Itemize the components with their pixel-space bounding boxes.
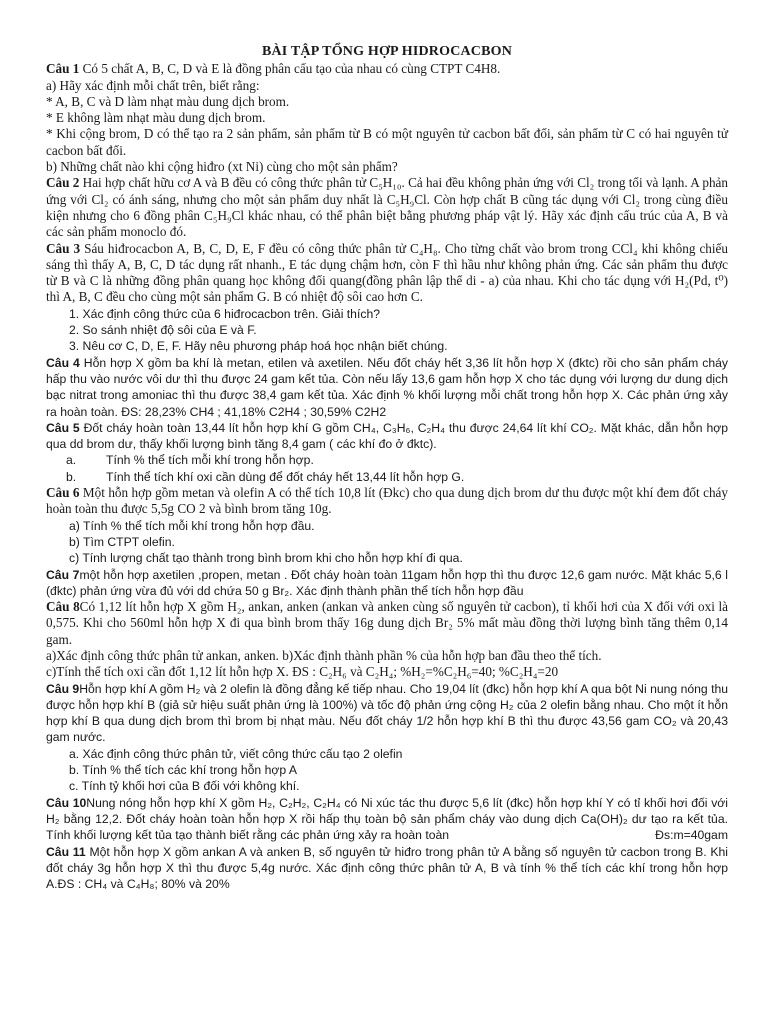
question-number: Câu 4 [46,355,80,370]
question-number: Câu 11 [46,844,86,859]
question-paragraph [46,567,728,600]
question-text: Có 5 chất A, B, C, D và E là đồng phân cấu tạo của nhau có cùng CTPT C4H8. [79,61,501,77]
question-number: Câu 7 [46,567,80,582]
question-text: b. Tính % thể tích các khí trong hỗn hợp A [69,763,297,778]
answer-tag: Đs:m=40gam [655,828,728,843]
question-paragraph [46,795,728,844]
question-text: Hỗn hợp X gồm ba khí là metan, etilen và axetilen. Nếu đốt cháy hết 3,36 lít hỗn hợp X (đktc) rồi cho sản phẩm cháy hấp thu vào nước vôi dư thì thu được 24 gam kết tủa. Còn nếu lấy 13,6 gam hỗn hợp X cho tác dụng với lượng dư dung dịch bạc nitrat trong amoniac thì thu được 38,4 gam kết tủa. Xác định % khối lượng mỗi chất trong hỗn hợp X. Các phản ứng xảy ra hoàn toàn. ĐS: 28,23% CH4 ; 41,18% C2H4 ; 30,59% C2H2 [46,355,728,419]
question-text: * Khi cộng brom, D có thể tạo ra 2 sản phẩm, sản phẩm từ B có một nguyên tử cacbon bất đối, sản phẩm từ C có hai nguyên tử cacbon bất đối. [46,126,728,158]
text-line [46,778,728,794]
question-paragraph [46,175,728,240]
question-text: Nung nóng hỗn hợp khí X gồm H₂, C₂H₂, C₂H₄ có Ni xúc tác thu được 5,6 lít (đkc) hỗn hợp khí Y có tỉ khối hơi đối với H₂ bằng 12,2. Đốt cháy hoàn toàn hỗn hợp X rồi hấp thụ toàn bộ sản phẩm cháy vào dung dịch Ca(OH)₂ dư tạo ra kết tủa. Tính khối lượng kết tủa tạo thành biết rằng các phản ứng xảy ra hoàn toàn [46,795,728,843]
text-line [46,550,728,566]
item-label: b. [66,469,77,484]
document-title: BÀI TẬP TỔNG HỢP HIDROCACBON [261,44,513,59]
question-text: * A, B, C và D làm nhạt màu dung dịch brom. [46,93,290,109]
question-text: c. Tính tỷ khối hơi của B đối với không khí. [69,779,300,794]
text-line [46,306,728,322]
question-text: a)Xác định công thức phân tử ankan, anken. b)Xác định thành phần % của hỗn hợp ban đầu theo thể tích. [46,647,602,663]
text-line [46,534,728,550]
text-line [46,338,728,354]
question-paragraph [46,599,728,648]
question-number: Câu 8 [46,599,80,615]
question-paragraph [46,485,728,518]
question-text: a. Xác định công thức phân tử, viết công thức cấu tạo 2 olefin [69,746,403,761]
question-text: Một hỗn hợp X gồm ankan A và anken B, số nguyên tử hiđro trong phân tử A bằng số nguyên tử cacbon trong B. Khi đốt cháy 3g hỗn hợp X thì thu được 5,4g nước. Xác định công thức phân tử A, B và tính % thể tích các khí trong hỗn hợp A.ĐS : CH₄ và C₄H₈; 80% và 20% [46,844,728,892]
question-text: 2. So sánh nhiệt độ sôi của E và F. [69,323,257,338]
question-text: Sáu hiđrocacbon A, B, C, D, E, F đều có công thức phân tử C₄H₈. Cho từng chất vào brom trong CCl₄ khi không chiếu sáng thì thấy A, B, C, D tác dụng rất nhanh., E tác dụng chậm hơn, còn F thì hầu như không phản ứng. Các sản phẩm thu được từ B và C là những đồng phân quang học không đối quang(đồng phân lập thể di - a) của nhau. Khi cho tác dụng với H₂(Pd, t⁰) thì A, B, C đều cho cùng một sản phẩm G. B có nhiệt độ sôi cao hơn C. [46,240,728,305]
question-number: Câu 2 [46,175,80,191]
question-paragraph [46,241,728,306]
text-line [46,452,728,468]
question-text: một hỗn hợp axetilen ,propen, metan . Đốt cháy hoàn toàn 11gam hỗn hợp thì thu được 12,6 gam nước. Mặt khác 5,6 l (đktc) phản ứng vừa đủ với dd chứa 50 g Br₂. Xác định thành phần thể tích hỗn hợp đầu [46,567,728,598]
question-number: Câu 3 [46,240,81,256]
text-line [46,126,728,159]
text-line [46,469,728,485]
question-text: Tính thể tích khí oxi cần dùng để đốt cháy hết 13,44 lít hỗn hợp G. [106,469,465,484]
text-line [46,78,728,94]
question-text: c) Tính lượng chất tạo thành trong bình brom khi cho hỗn hợp khí đi qua. [69,551,463,566]
question-text: c)Tính thể tích oxi cần đốt 1,12 lít hỗn hợp X. ĐS : C₂H₆ và C₂H₄; %H₂=%C₂H₆=40; %C₂H₄=20 [46,664,559,680]
question-text: Có 1,12 lít hỗn hợp X gồm H₂, ankan, anken (ankan và anken cùng số nguyên tử cacbon), tỉ khối hơi của X đối với oxi là 0,575. Khi cho 560ml hỗn hợp X đi qua bình brom thấy 16g dung dịch Br₂ 5% mất màu đồng thời lượng bình tăng thêm 0,14 gam. [46,599,728,647]
document-body [46,61,728,892]
text-line [46,518,728,534]
question-paragraph [46,355,728,420]
question-number: Câu 10 [46,795,87,810]
text-line [46,746,728,762]
text-line [46,94,728,110]
question-number: Câu 1 [46,61,80,77]
text-line [46,110,728,126]
question-text: a) Tính % thể tích mỗi khí trong hỗn hợp đầu. [69,518,315,533]
question-paragraph [46,61,728,77]
text-line [46,322,728,338]
question-text: * E không làm nhạt màu dung dịch brom. [46,110,266,126]
question-number: Câu 5 [46,420,80,435]
question-text: b) Những chất nào khi cộng hiđro (xt Ni) cùng cho một sản phẩm? [46,159,398,175]
question-text: Hai hợp chất hữu cơ A và B đều có công thức phân tử C₅H₁₀. Cả hai đều không phản ứng với Cl₂ trong tối và lạnh. A phản ứng với Cl₂ có ánh sáng, nhưng cho một sản phẩm duy nhất là C₅H₉Cl. Còn hợp chất B cũng tác dụng với Cl₂ trong cùng điều kiện nhưng cho 6 đồng phân C₅H₉Cl khác nhau, có thể phân biệt bằng phương pháp vật lý. Hãy xác định cấu trúc của A, B và các sản phẩm monoclo đó. [46,175,729,240]
text-line [46,648,728,664]
question-text: a) Hãy xác định mỗi chất trên, biết rằng: [46,77,260,93]
question-number: Câu 9 [46,681,80,696]
question-paragraph [46,844,728,893]
question-paragraph [46,681,728,746]
question-text: Một hỗn hợp gồm metan và olefin A có thể tích 10,8 lít (Đkc) cho qua dung dịch brom dư thu được một khí đem đốt cháy hoàn toàn thu được 5,5g CO 2 và bình brom tăng 10g. [46,485,729,517]
text-line [46,664,728,680]
question-text: 1. Xác định công thức của 6 hiđrocacbon trên. Giải thích? [69,306,381,321]
question-text: b) Tìm CTPT olefin. [69,534,175,549]
question-text: Tính % thể tích mỗi khí trong hỗn hợp. [106,453,314,468]
text-line [46,762,728,778]
question-text: Hỗn hợp khí A gồm H₂ và 2 olefin là đồng đẳng kế tiếp nhau. Cho 19,04 lít (đkc) hỗn hợp khí A qua bột Ni nung nóng thu được hỗn hợp khí B (giả sử hiệu suất phản ứng là 100%) và tốc độ phản ứng cộng H₂ của 2 olefin bằng nhau. Cho một ít hỗn hợp khí B qua dung dịch brom thì brom bị nhạt màu. Nếu đốt cháy 1/2 hỗn hợp khí B thì thu được 43,56 gam CO₂ và 20,43 gam nước. [46,681,729,745]
question-number: Câu 6 [46,485,80,501]
question-text: Đốt cháy hoàn toàn 13,44 lít hỗn hợp khí G gồm CH₄, C₃H₆, C₂H₄ thu được 24,64 lít khí CO₂. Mặt khác, dẫn hỗn hợp qua dd brom dư, thấy khối lượng bình tăng 8,4 gam ( các khí đo ở đktc). [46,420,728,452]
text-line [46,159,728,175]
question-paragraph [46,420,728,453]
question-text: 3. Nêu cơ C, D, E, F. Hãy nêu phương pháp hoá học nhận biết chúng. [69,339,448,354]
item-label: a. [66,453,77,468]
